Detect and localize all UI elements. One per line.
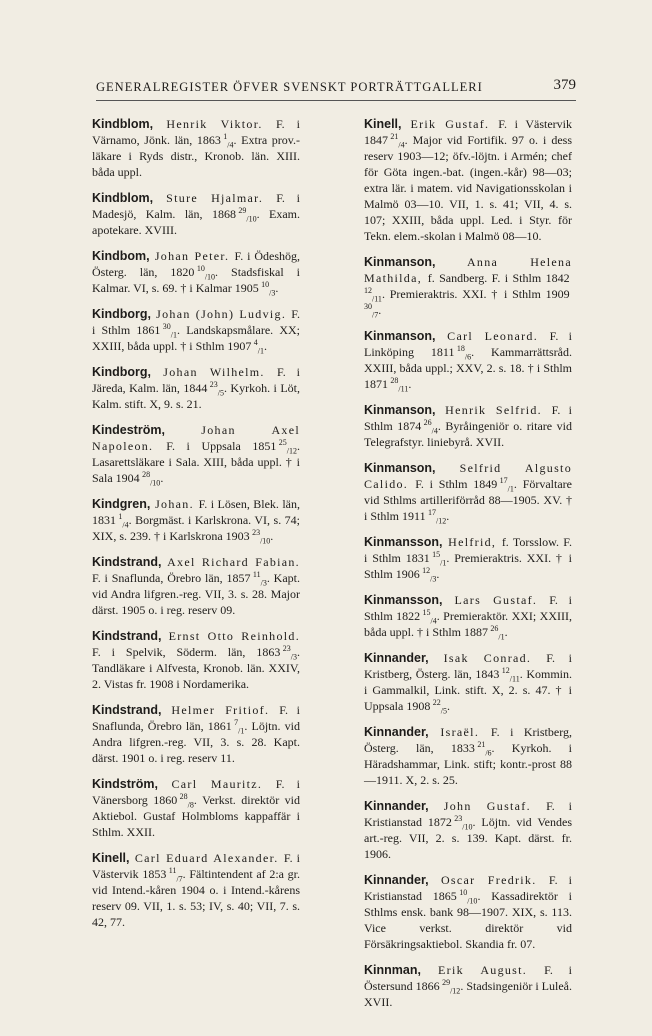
entry-details: F. i Sthlm 1849 $^{17}_{/1}$. Förvaltare vid Sthlms artilleriförråd 88—1905. XV. † i Sthlm 1911 $^{17}_{/12}$. xyxy=(364,476,572,526)
register-entry xyxy=(92,190,300,238)
entry-given-names: Henrik Selfrid. xyxy=(435,403,552,417)
entry-surname: Kinnman, xyxy=(364,963,421,977)
entry-details: f. Torsslow. F. i Sthlm 1831 $^{15}_{/1}$. Premieraktris. XXI. † i Sthlm 1906 $^{12}_{/3}$. xyxy=(364,535,573,584)
left-column xyxy=(92,116,300,940)
entry-details: F. i Vänersborg 1860 $^{28}_{/8}$. Verkst. direktör vid Aktiebol. Gustaf Holmbloms kappaffär i Sthlm. XXII. xyxy=(92,777,301,839)
entry-details: F. i Västervik 1847 $^{21}_{/4}$. Major vid Fortifik. 97 o. i dess reserv 1903—12; öfv.-löjtn. i Armén; chef för Göta ingen.-bat. (ingen.-kår) 98—03; extra lär. i matem. vid Navigationsskolan i Malmö 03—10. VII, 1. s. 41; VII, 4. s. 107; XXIII, båda uppl. Led. i Styr. för Tekn. elem.-skolan i Malmö 08—10. xyxy=(364,117,573,243)
entry-given-names: Helmer Fritiof. xyxy=(161,703,280,717)
entry-details: F. i Madesjö, Kalm. län, 1868 $^{29}_{/10}$. Exam. apotekare. XVIII. xyxy=(92,191,300,237)
entry-surname: Kindstrand, xyxy=(92,555,162,569)
register-entry xyxy=(364,592,572,640)
register-entry xyxy=(92,776,300,840)
register-entry xyxy=(92,554,300,618)
entry-surname: Kindborg, xyxy=(92,365,152,379)
register-entry xyxy=(92,422,300,486)
entry-given-names: Anna Helena Mathilda, xyxy=(364,255,572,285)
entry-surname: Kindström, xyxy=(92,777,158,791)
entry-details: F. i Kristberg, Österg. län, 1833 $^{21}_{/6}$. Kyrkoh. i Häradshammar, Link. stift; kontr.-prost 88—1911. X, 2. s. 25. xyxy=(364,725,573,787)
register-entry xyxy=(364,534,572,582)
entry-given-names: Helfrid, xyxy=(442,535,502,549)
register-entry xyxy=(364,328,572,392)
register-entry xyxy=(92,306,300,354)
register-entry xyxy=(92,364,300,412)
entry-details: F. i Sthlm 1861 $^{30}_{/1}$. Landskapsmålare. XX; XXIII, båda uppl. † i Sthlm 1907 $^4_{/1}$. xyxy=(92,307,300,356)
page-number: 379 xyxy=(553,77,576,93)
entry-details: F. i Snaflunda, Örebro län, 1861 $^7_{/1}$. Löjtn. vid Andra lifgren.-reg. VII, 3. s. 28. Kapt. därst. 1901 o. i reg. reserv 11. xyxy=(92,703,300,765)
entry-details: f. Sandberg. F. i Sthlm 1842 $^{12}_{/11}$. Premieraktris. XXI. † i Sthlm 1909 $^{30}_{/7}$. xyxy=(364,271,572,320)
entry-surname: Kinmanson, xyxy=(364,255,436,269)
register-entry xyxy=(92,248,300,296)
entry-surname: Kindblom, xyxy=(92,191,154,205)
entry-given-names: Johan Peter. xyxy=(149,249,235,263)
entry-given-names: Carl Mauritz. xyxy=(157,777,276,791)
entry-surname: Kinnander, xyxy=(364,799,429,813)
entry-given-names: Erik Gustaf. xyxy=(401,117,499,131)
header-title: GENERALREGISTER ÖFVER SVENSKT PORTRÄTTGALLERI xyxy=(96,80,483,94)
register-entry xyxy=(364,460,572,524)
entry-given-names: Johan (John) Ludvig. xyxy=(151,307,292,321)
entry-details: F. i Värnamo, Jönk. län, 1863 $^1_{/4}$. Extra prov.-läkare i Ryds distr., Kronob. län. XIII. båda uppl. xyxy=(92,117,300,179)
entry-details: F. i Spelvik, Söderm. län, 1863 $^{23}_{/3}$. Tandläkare i Alfvesta, Kronob. län. XXIV, 2. Vistas fr. 1908 i Nordamerika. xyxy=(92,644,300,691)
entry-surname: Kinmanson, xyxy=(364,403,436,417)
right-column xyxy=(364,116,572,1020)
running-header xyxy=(96,77,576,101)
entry-surname: Kinell, xyxy=(364,117,402,131)
register-entry xyxy=(364,724,572,788)
entry-details: F. i Sthlm 1822 $^{15}_{/4}$. Premieraktör. XXI; XXIII, båda uppl. † i Sthlm 1887 $^{26}_{/1}$. xyxy=(364,593,572,642)
entry-given-names: Axel Richard Fabian. xyxy=(161,555,300,569)
entry-surname: Kinell, xyxy=(92,851,130,865)
register-entry xyxy=(92,496,300,544)
entry-given-names: Lars Gustaf. xyxy=(442,593,550,607)
entry-given-names: Ernst Otto Reinhold. xyxy=(161,629,300,643)
register-entry xyxy=(364,962,572,1010)
entry-given-names: Selfrid Algusto Calido. xyxy=(364,461,572,491)
entry-surname: Kinnander, xyxy=(364,725,429,739)
entry-surname: Kinnander, xyxy=(364,651,429,665)
register-entry xyxy=(92,850,300,930)
entry-details: F. i Lösen, Blek. län, 1831 $^1_{/4}$. Borgmäst. i Karlskrona. VI, s. 74; XIX, s. 239. † i Karlskrona 1903 $^{23}_{/10}$. xyxy=(92,497,300,546)
entry-given-names: John Gustaf. xyxy=(428,799,547,813)
entry-given-names: Carl Eduard Alexander. xyxy=(129,851,284,865)
entry-surname: Kinnander, xyxy=(364,873,429,887)
register-entry xyxy=(92,702,300,766)
register-entry xyxy=(364,798,572,862)
register-entry xyxy=(364,402,572,450)
entry-details: F. i Kristberg, Österg. län, 1843 $^{12}_{/11}$. Kommin. i Gammalkil, Link. stift. X, 2. s. 47. † i Uppsala 1908 $^{22}_{/5}$. xyxy=(364,651,572,716)
register-entry xyxy=(92,116,300,180)
entry-given-names: Johan Wilhelm. xyxy=(151,365,277,379)
entry-details: F. i Ödeshög, Österg. län, 1820 $^{10}_{/10}$. Stadsfiskal i Kalmar. VI, s. 69. † i Kalmar 1905 $^{10}_{/3}$. xyxy=(92,249,301,298)
register-entry xyxy=(364,650,572,714)
entry-surname: Kindborg, xyxy=(92,307,152,321)
entry-details: F. i Järeda, Kalm. län, 1844 $^{23}_{/5}$. Kyrkoh. i Löt, Kalm. stift. X, 9. s. 21. xyxy=(92,365,301,411)
entry-details: F. i Kristianstad 1865 $^{10}_{/10}$. Kassadirektör i Sthlms ensk. bank 98—1907. XIX, s. 113. Vice verkst. direktör vid Försäkringsaktiebol. Skandia fr. 07. xyxy=(364,873,572,951)
entry-surname: Kinmanson, xyxy=(364,461,436,475)
entry-given-names: Erik August. xyxy=(420,963,545,977)
entry-details: F. i Sthlm 1874 $^{26}_{/4}$. Byråingeniör o. ritare vid Telegrafstyr. liniebyrå. XVII. xyxy=(364,403,572,449)
entry-surname: Kinmansson, xyxy=(364,535,443,549)
entry-surname: Kindstrand, xyxy=(92,703,162,717)
entry-surname: Kindbom, xyxy=(92,249,150,263)
entry-surname: Kindblom, xyxy=(92,117,154,131)
entry-given-names: Isak Conrad. xyxy=(428,651,547,665)
entry-given-names: Oscar Fredrik. xyxy=(428,873,549,887)
entry-given-names: Sture Hjalmar. xyxy=(153,191,277,205)
entry-details: F. i Uppsala 1851 $^{25}_{/12}$. Lasarettsläkare i Sala. XIII, båda uppl. † i Sala 1904 $^{28}_{/10}$. xyxy=(92,438,300,488)
register-entry xyxy=(92,628,300,692)
entry-surname: Kinmanson, xyxy=(364,329,436,343)
entry-surname: Kinmansson, xyxy=(364,593,443,607)
entry-details: F. i Västervik 1853 $^{11}_{/7}$. Fältintendent af 2:a gr. vid Intend.-kåren 1904 o. i Intend.-kårens reserv 09. VII, 1. s. 53; IV, s. 40; VII, 7. s. 42, 77. xyxy=(92,851,301,929)
entry-given-names: Henrik Viktor. xyxy=(153,117,276,131)
register-entry xyxy=(364,116,572,244)
entry-surname: Kindstrand, xyxy=(92,629,162,643)
entry-given-names: Carl Leonard. xyxy=(435,329,550,343)
entry-details: F. i Östersund 1866 $^{29}_{/12}$. Stadsingeniör i Luleå. XVII. xyxy=(364,963,572,1009)
entry-surname: Kindeström, xyxy=(92,423,165,437)
register-entry xyxy=(364,872,572,952)
entry-given-names: Johan. xyxy=(150,497,199,511)
entry-surname: Kindgren, xyxy=(92,497,151,511)
entry-given-names: Johan Axel Napoleon. xyxy=(92,423,300,453)
entry-details: F. i Kristianstad 1872 $^{23}_{/10}$. Löjtn. vid Vendes art.-reg. VII, 2. s. 139. Kapt. därst. fr. 1906. xyxy=(364,799,572,861)
register-entry xyxy=(364,254,572,318)
entry-details: F. i Linköping 1811 $^{18}_{/6}$. Kammarrättsråd. XXIII, båda uppl.; XXV, 2. s. 18. † i Sthlm 1871 $^{28}_{/11}$. xyxy=(364,329,573,394)
entry-given-names: Israël. xyxy=(428,725,491,739)
entry-details: F. i Snaflunda, Örebro län, 1857 $^{11}_{/3}$. Kapt. vid Andra lifgren.-reg. VII, 3. s. 28. Major därst. 1905 o. i reg. reserv 09. xyxy=(92,570,300,617)
